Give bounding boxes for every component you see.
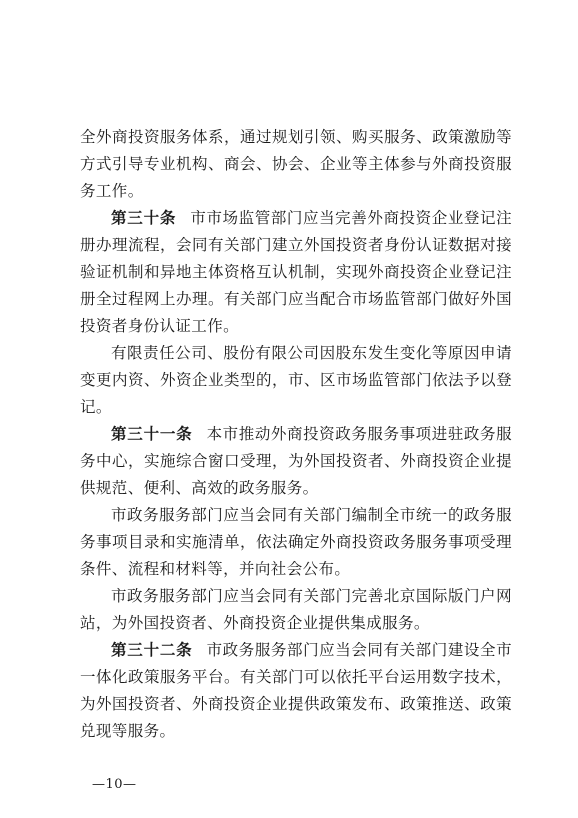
article-31: [80, 421, 512, 502]
paragraph: [80, 583, 512, 637]
page-number: —10—: [92, 777, 137, 792]
paragraph: [80, 340, 512, 421]
article-32: [80, 637, 512, 745]
paragraph-text: 市政务服务部门应当会同有关部门编制全市统一的政务服务事项目录和实施清单，依法确定外商投资政务服务事项受理条件、流程和材料等，并向社会公布。: [80, 506, 512, 578]
paragraph-text: 市政务服务部门应当会同有关部门建设全市一体化政策服务平台。有关部门可以依托平台运用数字技术，为外国投资者、外商投资企业提供政策发布、政策推送、政策兑现等服务。: [80, 641, 512, 740]
article-number: 第三十二条: [111, 641, 193, 659]
article-number: 第三十条: [111, 209, 177, 227]
paragraph-text: 全外商投资服务体系，通过规划引领、购买服务、政策激励等方式引导专业机构、商会、协会、企业等主体参与外商投资服务工作。: [80, 128, 512, 200]
article-number: 第三十一条: [111, 425, 193, 443]
paragraph-continued: [80, 124, 512, 205]
article-30: [80, 205, 512, 340]
paragraph-text: 市市场监管部门应当完善外商投资企业登记注册办理流程，会同有关部门建立外国投资者身份认证数据对接验证机制和异地主体资格互认机制，实现外商投资企业登记注册全过程网上办理。有关部门应当配合市场监管部门做好外国投资者身份认证工作。: [80, 209, 512, 335]
document-body: [80, 124, 512, 745]
paragraph-text: 有限责任公司、股份有限公司因股东发生变化等原因申请变更内资、外资企业类型的，市、区市场监管部门依法予以登记。: [80, 344, 512, 416]
paragraph-text: 本市推动外商投资政务服务事项进驻政务服务中心，实施综合窗口受理，为外国投资者、外商投资企业提供规范、便利、高效的政务服务。: [80, 425, 512, 497]
paragraph-text: 市政务服务部门应当会同有关部门完善北京国际版门户网站，为外国投资者、外商投资企业提供集成服务。: [80, 587, 512, 632]
paragraph: [80, 502, 512, 583]
